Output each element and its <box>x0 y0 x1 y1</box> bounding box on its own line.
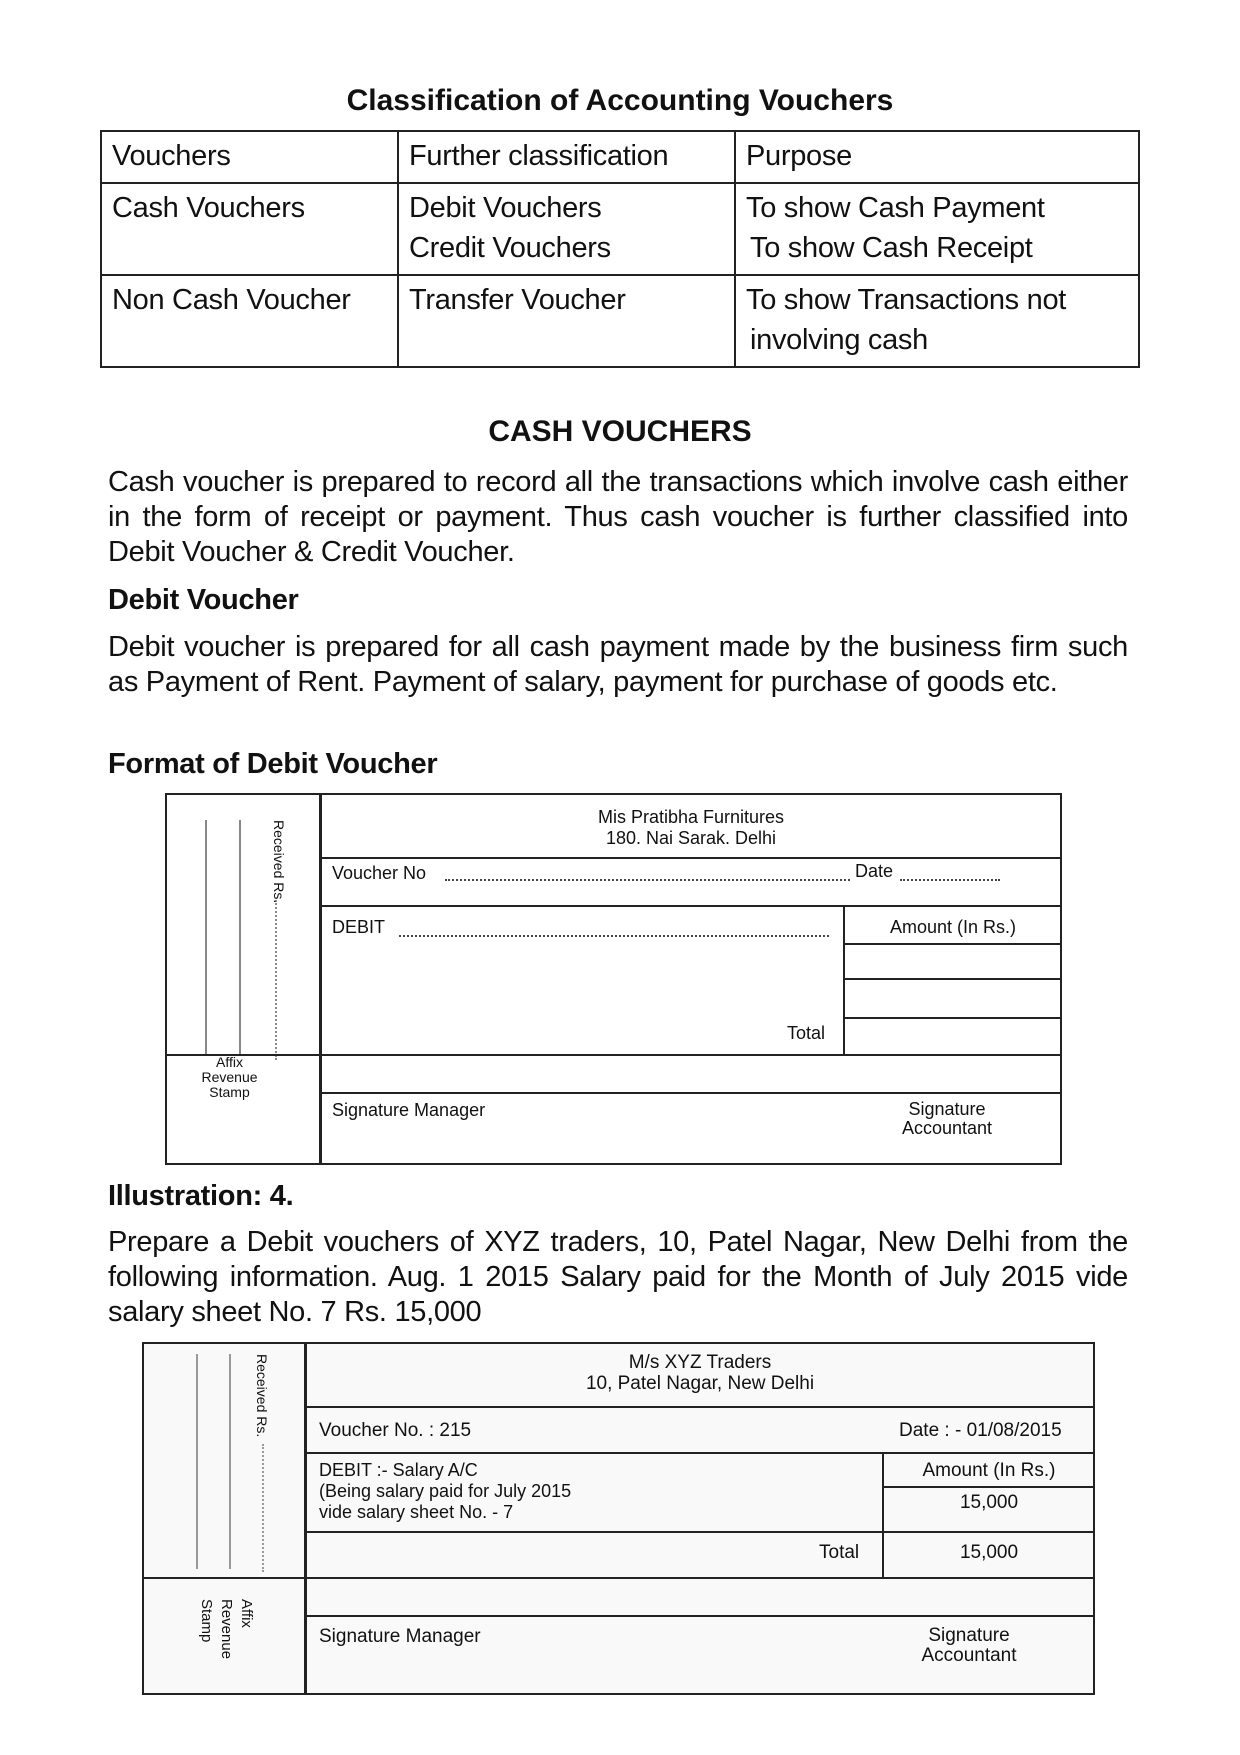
further-item: Credit Vouchers <box>409 232 611 264</box>
date-label: Date <box>855 861 894 881</box>
table-row <box>101 275 1139 367</box>
firm-address: 10, Patel Nagar, New Delhi <box>585 1373 815 1394</box>
debit-label: DEBIT <box>332 917 386 937</box>
voucher-no: Voucher No. : 215 <box>319 1420 472 1441</box>
stub-dotted-line <box>275 900 277 1060</box>
signature-accountant: Signature Accountant <box>921 1625 1017 1666</box>
divider <box>845 1017 1061 1019</box>
column-header: Further classification <box>398 131 735 183</box>
stub-divider <box>319 795 322 1163</box>
classification-table <box>100 130 1140 368</box>
stub-line <box>229 1354 231 1569</box>
divider <box>321 857 1061 859</box>
stub-separator <box>144 1577 304 1579</box>
format-heading: Format of Debit Voucher <box>108 748 438 780</box>
total-label: Total <box>787 1023 826 1043</box>
voucher-no-dots <box>445 879 850 881</box>
amount-header: Amount (In Rs.) <box>922 1460 1056 1481</box>
purpose-cell <box>735 275 1139 367</box>
further-cell <box>398 183 735 275</box>
table-header-row <box>101 131 1139 183</box>
signature-manager: Signature Manager <box>332 1100 486 1120</box>
stamp-label: Affix Revenue Stamp <box>201 1054 258 1100</box>
total-label: Total <box>819 1542 860 1563</box>
classification-title: Classification of Accounting Vouchers <box>346 84 894 117</box>
amount-header: Amount (In Rs.) <box>889 917 1017 937</box>
firm-header <box>321 807 1061 849</box>
voucher-no-label: Voucher No <box>332 863 427 883</box>
firm-name: Mis Pratibha Furnitures <box>597 807 785 827</box>
signature-accountant: Signature Accountant <box>901 1099 993 1138</box>
format-voucher <box>165 793 1062 1165</box>
firm-address: 180. Nai Sarak. Delhi <box>605 828 777 848</box>
stub-divider <box>304 1344 307 1693</box>
further-cell <box>398 275 735 367</box>
amount-value: 15,000 <box>959 1492 1019 1513</box>
debit-dots <box>399 935 829 937</box>
divider <box>321 905 1061 907</box>
received-label: Received Rs. <box>271 820 287 904</box>
divider <box>306 1531 1094 1533</box>
divider <box>845 978 1061 980</box>
further-item: Debit Vouchers <box>409 192 602 224</box>
purpose-cell <box>735 183 1139 275</box>
divider <box>321 1054 1061 1056</box>
voucher-date: Date : - 01/08/2015 <box>899 1420 1062 1441</box>
divider <box>884 1486 1094 1488</box>
divider <box>306 1577 1094 1579</box>
firm-name: M/s XYZ Traders <box>628 1352 772 1373</box>
voucher-cell: Non Cash Voucher <box>101 275 398 367</box>
purpose-item: To show Cash Receipt <box>750 232 1033 264</box>
received-label: Received Rs. <box>254 1354 270 1438</box>
divider <box>306 1406 1094 1408</box>
illustration-paragraph: Prepare a Debit vouchers of XYZ traders, 10, Patel Nagar, New Delhi from the following information. Aug. 1 2015 Salary paid for the Month of July 2015 vide salary sheet No. 7 Rs. 15,000 <box>108 1226 1128 1328</box>
stamp-label: Affix Revenue Stamp <box>198 1599 255 1660</box>
purpose-item: To show Transactions not <box>746 284 1067 316</box>
table-row <box>101 183 1139 275</box>
debit-voucher-heading: Debit Voucher <box>108 584 299 616</box>
voucher-cell: Cash Vouchers <box>101 183 398 275</box>
column-header: Purpose <box>735 131 1139 183</box>
purpose-item: involving cash <box>750 324 928 356</box>
stub-line <box>196 1354 198 1569</box>
intro-paragraph: Cash voucher is prepared to record all the transactions which involve cash either in the form of receipt or payment. Thus cash voucher is further classified into Debit Voucher & Credit Voucher. <box>108 466 1128 568</box>
further-item: Transfer Voucher <box>409 284 626 316</box>
example-voucher <box>142 1342 1095 1695</box>
column-header: Vouchers <box>101 131 398 183</box>
debit-details: DEBIT :- Salary A/C (Being salary paid for July 2015 vide salary sheet No. - 7 <box>319 1460 572 1522</box>
divider <box>306 1452 1094 1454</box>
total-value: 15,000 <box>959 1542 1019 1563</box>
debit-voucher-paragraph: Debit voucher is prepared for all cash payment made by the business firm such as Payment of Rent. Payment of salary, payment for purchase of goods etc. <box>108 631 1128 698</box>
stub-line <box>205 820 207 1055</box>
date-dots <box>900 879 1000 881</box>
divider <box>321 1092 1061 1094</box>
illustration-heading: Illustration: 4. <box>108 1180 294 1212</box>
firm-header <box>306 1352 1094 1394</box>
purpose-item: To show Cash Payment <box>746 192 1045 224</box>
section-title: CASH VOUCHERS <box>488 415 752 448</box>
stub-dotted-line <box>262 1444 264 1572</box>
divider <box>845 943 1061 945</box>
signature-manager: Signature Manager <box>319 1626 481 1647</box>
stub-line <box>239 820 241 1055</box>
divider <box>306 1615 1094 1617</box>
